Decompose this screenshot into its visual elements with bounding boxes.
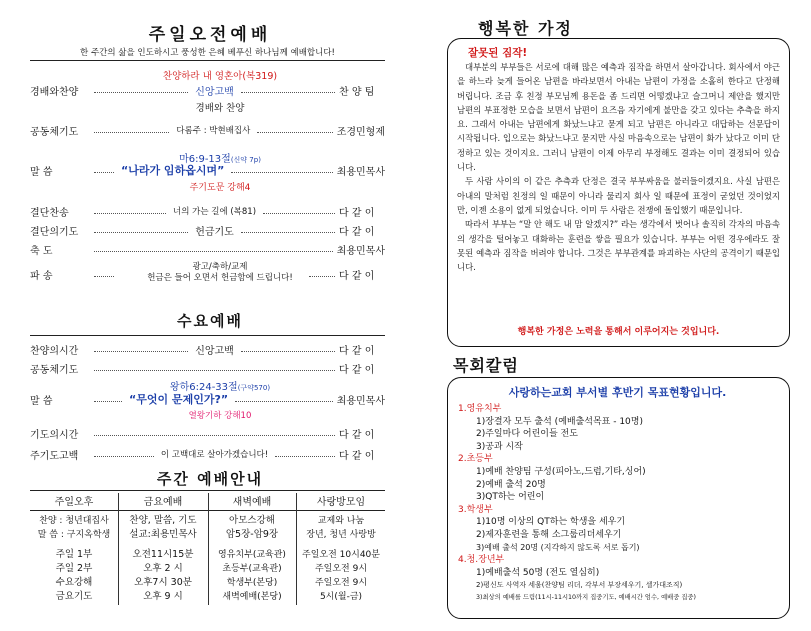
- dismissal-line2: 헌금은 들어 오면서 헌금함에 드립니다!: [147, 273, 293, 283]
- dot-leader: [94, 370, 335, 371]
- cell-line: 주일오전 9시: [314, 564, 368, 574]
- wednesday-service-title: 수요예배: [177, 312, 243, 330]
- row-mid: 너의 가는 길에 (복81): [172, 207, 257, 217]
- row-label: 공동체기도: [30, 126, 79, 138]
- praise-hymn: 찬양하라 내 영혼아(복319): [162, 71, 278, 82]
- cell-line: 영유치부(교육관): [218, 550, 286, 560]
- dot-leader: [241, 232, 335, 233]
- weekly-cell: [208, 548, 296, 604]
- cell-line: 말 씀 : 구지옥학생: [37, 530, 111, 540]
- dot-leader: [94, 435, 335, 436]
- row-prayer-time: [30, 425, 385, 441]
- row-wed-prayer: [30, 360, 385, 376]
- sermon-ref: 마6:9-13절: [179, 154, 231, 165]
- row-sending: [30, 266, 385, 282]
- sermon-title: “나라가 임하옵시며”: [121, 164, 225, 177]
- dot-leader: [275, 456, 335, 457]
- dot-leader: [231, 172, 332, 173]
- row-leader: 다 같 이: [339, 450, 375, 462]
- cell-line: 설교:최용민목사: [129, 529, 197, 540]
- row-leader: 최용민목사: [336, 166, 385, 178]
- row-leader: 조경민형제: [336, 126, 385, 138]
- department-name: 3.학생부: [458, 504, 493, 515]
- row-mid: 신앙고백: [195, 86, 234, 98]
- row-label: 축 도: [30, 245, 53, 257]
- sunday-service-title: 주일오전예배: [148, 25, 272, 45]
- cell-line: 오전11시15분: [132, 549, 194, 560]
- cell-line: 암5장-암9장: [225, 529, 279, 540]
- department-list: [458, 403, 784, 605]
- row-praise-time: [30, 341, 385, 357]
- row-label: 공동체기도: [30, 364, 79, 376]
- row-mid: 신앙고백: [195, 345, 234, 357]
- dot-leader: [94, 351, 188, 352]
- story-body: [457, 60, 780, 274]
- department-item: 3)QT하는 어린이: [476, 492, 545, 503]
- story-closing: 행복한 가정은 노력을 통해서 이루어지는 것입니다.: [517, 327, 720, 337]
- cell-line: 새벽예배(본당): [222, 592, 282, 602]
- weekly-schedule-title: 주간 예배안내: [156, 470, 264, 488]
- wed-sermon-title: “무엇이 문제인가?”: [129, 393, 229, 406]
- divider: [30, 60, 385, 61]
- department-name: 4.청.장년부: [458, 555, 505, 566]
- row-lords-prayer: [30, 446, 385, 462]
- row-label: 파 송: [30, 270, 53, 282]
- weekly-cell: [296, 514, 386, 542]
- dot-leader: [94, 92, 188, 93]
- dot-leader: [241, 351, 335, 352]
- department-item: 2)평신도 사역자 세움(찬양팀 리더, 각부서 부장세우기, 셀가대조직): [476, 581, 683, 590]
- weekly-header: 주일오후: [54, 497, 94, 508]
- weekly-header: 사랑방모임: [316, 497, 366, 508]
- story-title: 잘못된 짐작!: [468, 47, 528, 59]
- row-label: 말 씀: [30, 395, 53, 407]
- cell-line: 장년, 청년 사랑방: [306, 530, 376, 540]
- row-leader: 다 같 이: [339, 207, 375, 219]
- dot-leader: [94, 213, 166, 214]
- dot-leader: [94, 132, 169, 133]
- row-leader: 다 같 이: [339, 345, 375, 357]
- weekly-cell: [118, 514, 208, 542]
- dot-leader: [94, 456, 154, 457]
- cell-line: 초등부(교육관): [222, 564, 282, 574]
- row-community-prayer: [30, 122, 385, 138]
- cell-line: 주일 2부: [55, 563, 93, 574]
- weekly-cell: [296, 548, 386, 604]
- weekly-cell: [208, 514, 296, 542]
- department-item: 1)장결자 모두 출석 (예배출석목표 - 10명): [476, 416, 643, 427]
- cell-line: 찬양, 말씀, 기도: [129, 515, 197, 526]
- dot-leader: [94, 401, 122, 402]
- service-subtitle: 한 주간의 삶을 인도하시고 풍성한 은혜 베푸신 하나님께 예배합니다!: [80, 48, 335, 58]
- cell-line: 교제와 나눔: [317, 516, 365, 526]
- weekly-cell: [118, 548, 208, 604]
- department-item: 2)예배 출석 20명: [476, 479, 546, 490]
- department-name: 1.영유치부: [458, 404, 502, 414]
- row-leader: 다 같 이: [339, 429, 375, 441]
- dot-leader: [241, 92, 335, 93]
- row-decision-prayer: [30, 222, 385, 238]
- column-headline: 사랑하는교회 부서별 후반기 목표현황입니다.: [508, 386, 727, 399]
- weekly-header: 금요예배: [143, 497, 183, 508]
- story-paragraph: 대부분의 부부들은 서로에 대해 많은 예측과 짐작을 하면서 살아갑니다. 회사에서 야근을 하느라 늦게 들어온 남편을 바라보면서 아내는 남편이 가정을 소홀히 한다고 단정해 버립니다. 조금 후 친정 부모님께 용돈을 좀 드리면 어떻겠냐고 슬그머니 제안을 했지만 남편의 부표정한 모습을 보면서 남편이 요즈음 자기에게 불만을 갖고 있다는 추측을 하지요. 그래서 아내는 남편에게 화났느냐고 묻게 되고 남편은 아니라고 대답하는 선문답이 시작됩니다. 입으로는 화났느냐고 묻지만 사실 마음속으로는 남편이 화가 났다고 이미 단정하고 있는 것이지요. 그러니 남편이 이제 아무리 부정해도 결과는 이미 결정되어 있습니다.: [457, 62, 780, 173]
- row-leader: 최용민목사: [336, 245, 385, 257]
- cell-line: 금요기도: [55, 591, 93, 602]
- cell-line: 5시(월-금): [319, 592, 363, 602]
- row-mid: 헌금기도: [195, 226, 234, 238]
- row-label: 기도의시간: [30, 429, 79, 441]
- row-benediction: [30, 241, 385, 257]
- row-leader: 다 같 이: [339, 226, 375, 238]
- dot-leader: [94, 276, 114, 277]
- row-wed-sermon: [30, 391, 385, 407]
- cell-line: 주일 1부: [55, 549, 93, 560]
- row-leader: 다 같 이: [339, 364, 375, 376]
- weekly-cell: [30, 548, 118, 604]
- row-mid: 이 고백대로 살아가겠습니다!: [160, 450, 269, 460]
- row-leader: 최용민목사: [336, 395, 385, 407]
- divider: [30, 335, 385, 336]
- row-worship-praise: [30, 82, 385, 98]
- pastor-column-title: 목회칼럼: [453, 356, 519, 375]
- department-item: 3)공과 시작: [476, 441, 523, 452]
- dot-leader: [94, 172, 114, 173]
- dot-leader: [263, 213, 335, 214]
- cell-line: 오후 9 시: [143, 591, 183, 602]
- story-paragraph: 두 사람 사이의 이 같은 추측과 단정은 결국 부부싸움을 불러들이겠지요. 사실 남편은 아내의 말처럼 친정의 일 때문이 아니라 물리지 회사 일 때문에 표정이 굳었던 것이었지만, 이젠 소용이 없게 되었습니다. 이미 두 사람은 전쟁에 돌입했기 때문입니다.: [457, 176, 780, 215]
- row-label: 주기도고백: [30, 450, 79, 462]
- cell-line: 주일오전 10시40분: [302, 550, 380, 560]
- weekly-header: 새벽예배: [232, 497, 272, 508]
- department-name: 2.초등부: [458, 454, 493, 465]
- cell-line: 찬양 : 청년대집사: [39, 516, 109, 526]
- row-label: 경배와찬양: [30, 86, 79, 98]
- row-label: 결단의기도: [30, 226, 79, 238]
- divider: [30, 490, 385, 491]
- wed-sermon-note: 열왕기하 강해10: [188, 411, 252, 421]
- row-sermon: [30, 162, 385, 178]
- row-label: 찬양의시간: [30, 345, 79, 357]
- cell-line: 학생부(본당): [226, 578, 278, 588]
- department-item: 1)10명 이상의 QT하는 학생을 세우기: [476, 517, 626, 528]
- cell-line: 오후7시 30분: [134, 577, 192, 588]
- department-item: 3)최상의 예배를 드림(11시-11시10까지 집중기도, 예배시간 엄수, 예배중 집중): [476, 593, 696, 601]
- department-item: 1)예배출석 50명 (전도 열심히): [476, 567, 600, 578]
- sermon-page: (신약 7p): [230, 156, 261, 164]
- happy-family-title: 행복한 가정: [478, 19, 573, 38]
- dot-leader: [309, 276, 335, 277]
- department-item: 3)예배 출석 20명 (지각하지 않도록 서로 돕기): [476, 542, 640, 552]
- weekly-cell: [30, 514, 118, 542]
- dot-leader: [94, 251, 333, 252]
- row-label: 말 씀: [30, 166, 53, 178]
- dot-leader: [235, 401, 333, 402]
- department-item: 2)주일마다 어린이들 전도: [476, 429, 578, 440]
- cell-line: 주일오전 9시: [314, 578, 368, 588]
- dismissal-line1: 광고/축하/교제: [192, 262, 248, 272]
- story-paragraph: 따라서 부부는 “말 안 해도 내 맘 알겠지?” 라는 생각에서 벗어나 솔직히 각자의 마음속의 생각을 털어놓고 대화하는 훈련을 쌓을 필요가 있습니다. 부부는 어떤 경우에라도 잘못된 예측과 짐작을 버려야 합니다. 그것은 부부관계를 파괴하는 사단의 공격이기 때문입니다.: [457, 219, 780, 273]
- sermon-note: 주기도문 강해4: [189, 183, 251, 193]
- department-item: 1)예배 찬양팀 구성(피아노,드럼,기타,싱어): [476, 466, 646, 477]
- row-leader: 찬 양 팀: [339, 86, 375, 98]
- row-leader: 다 같 이: [339, 270, 375, 282]
- row-mid: 다롬주 : 박현배집사: [176, 126, 251, 136]
- cell-line: 아모스강해: [229, 515, 275, 526]
- department-item: 2)제자훈련을 통해 소그룹리더세우기: [476, 529, 622, 540]
- cell-line: 오후 2 시: [143, 563, 183, 574]
- cell-line: 수요강해: [55, 577, 93, 588]
- row-label: 결단찬송: [30, 207, 69, 219]
- wed-page: (구약570): [237, 384, 271, 392]
- wed-ref: 왕하6:24-33절: [169, 382, 238, 393]
- worship-sub: 경배와 찬양: [195, 103, 245, 114]
- row-closing-hymn: [30, 203, 385, 219]
- dot-leader: [257, 132, 332, 133]
- dot-leader: [94, 232, 188, 233]
